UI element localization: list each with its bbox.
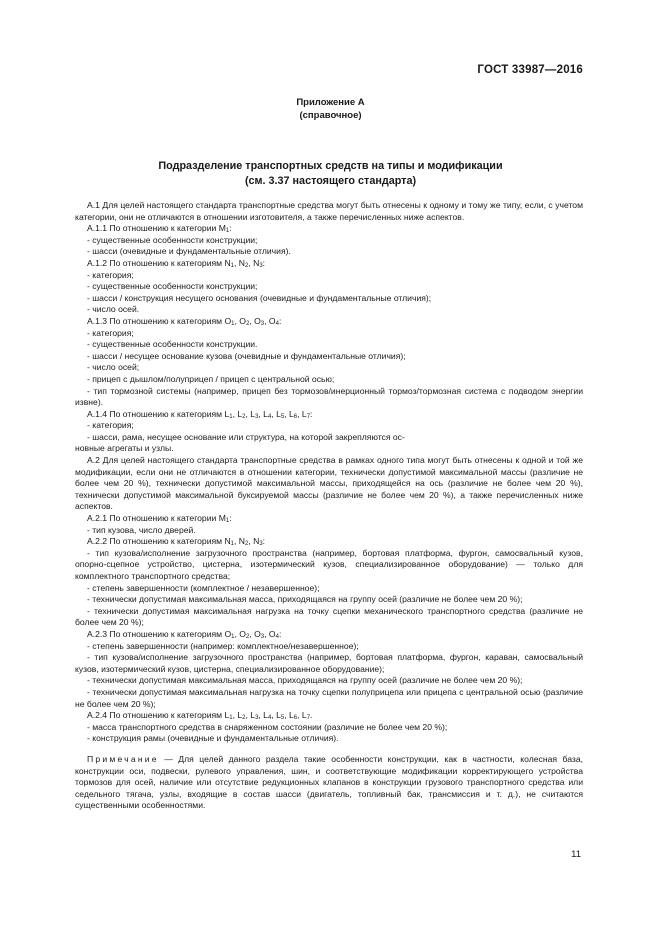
list-item: - существенные особенности конструкции; — [87, 281, 258, 292]
list-item: - прицеп с дышлом/полуприцеп / прицеп с центральной осью; — [87, 373, 335, 384]
list-item: - существенные особенности конструкции. — [87, 339, 258, 350]
list-item: - конструкция рамы (очевидные и фундаментальные отличия). — [87, 733, 339, 744]
heading-a22: А.2.2 По отношению к категориям $N_1$, $N_2$, $N_3$: — [87, 536, 266, 548]
heading-a13: А.1.3 По отношению к категориям $O_1$, $O_2$, $O_3$, $O_4$: — [87, 315, 282, 327]
appendix-heading — [0, 96, 661, 122]
list-item: - технически допустимая максимальная нагрузка на точку сцепки механического транспортного средства (различие не более чем 20 %); — [75, 605, 583, 628]
list-item: - категория; — [87, 420, 134, 431]
list-item: - существенные особенности конструкции; — [87, 234, 258, 245]
list-item: - степень завершенности (комплектное / незавершенное); — [87, 582, 320, 593]
list-item: - технически допустимая максимальная масса, приходящаяся на группу осей (различие не более чем 20 %); — [87, 675, 523, 686]
document-body — [75, 200, 583, 812]
list-item: - степень завершенности (например: комплектное/незавершенное); — [87, 640, 359, 651]
appendix-label: Приложение А — [296, 97, 365, 108]
heading-a23: А.2.3 По отношению к категориям $O_1$, $O_2$, $O_3$, $O_4$: — [87, 628, 282, 640]
list-item: - шасси (очевидные и фундаментальные отличия). — [87, 246, 291, 257]
section-title-line1: Подразделение транспортных средств на типы и модификации — [158, 160, 503, 172]
note — [75, 754, 583, 812]
note-text: — Для целей данного раздела такие особенности конструкции, как в частности, колесная база, конструкции оси, подвески, рулевого управления, шин, и соответствующие модификации корректирующего устройства тормозов для осей, наличие или отсутствие редукционных клапанов в конструкции грузового транспортного средства или седельного тягача, узлы, входящие в состав шасси (двигатель, топливный бак, трансмиссия и т. д.), не считаются существенными особенностями. — [75, 753, 583, 811]
list-item: - тип тормозной системы (например, прицеп без тормозов/инерционный тормоз/тормозная система с подводом энергии извне). — [75, 385, 583, 408]
heading-a24: А.2.4 По отношению к категориям $L_1$, $L_2$, $L_3$, $L_4$, $L_5$, $L_6$, $L_7$. — [87, 710, 313, 722]
standard-number: ГОСТ 33987—2016 — [477, 64, 583, 76]
note-label: Примечание — [87, 753, 159, 764]
list-item: - технически допустимая максимальная нагрузка на точку сцепки полуприцепа или прицепа с центральной осью (различие не более чем 20 %); — [75, 686, 583, 709]
page-number: 11 — [571, 849, 581, 860]
list-item: - категория; — [87, 269, 134, 280]
heading-a12: А.1.2 По отношению к категориям $N_1$, $N_2$, $N_3$: — [87, 257, 266, 269]
list-item: - тип кузова, число дверей. — [87, 524, 196, 535]
list-item: - масса транспортного средства в снаряженном состоянии (различие не более чем 20 %); — [87, 721, 448, 732]
list-item: новные агрегаты и узлы. — [75, 443, 174, 454]
list-item: - тип кузова/исполнение загрузочного пространства (например, бортовая платформа, фургон, самосвальный кузов, опорно-сцепное устройство, цистерна, изотермический кузов, специализированное оборудование) — только для комплектного транспортного средства; — [75, 547, 583, 581]
list-item: - категория; — [87, 327, 134, 338]
section-title — [0, 159, 661, 189]
appendix-type: (справочное) — [299, 110, 362, 121]
list-item: - шасси / конструкция несущего основания (очевидные и фундаментальные отличия); — [87, 292, 432, 303]
list-item: - число осей. — [87, 304, 140, 315]
paragraph-a1: А.1 Для целей настоящего стандарта транспортные средства могут быть отнесены к одному и тому же типу, если, с учетом категории, они не отличаются в отношении изготовителя, а также перечисленных ниже аспектов. — [75, 200, 583, 222]
heading-a11: А.1.1 По отношению к категории $М_1$: — [87, 223, 232, 235]
heading-a21: А.2.1 По отношению к категории $М_1$: — [87, 513, 232, 525]
paragraph-a2: А.2 Для целей настоящего стандарта транспортные средства в рамках одного типа могут быть отнесены к одной и той же модификации, если они не отличаются в отношении категории, технически допустимой максимальной массы (различие не более чем 20 %), технически допустимой максимальной массы, приходящейся на ось (различие не более чем 20 %), технически допустимой максимальной буксируемой массы (различие не более чем 20 %), а также перечисленных ниже аспектов. — [75, 455, 583, 512]
heading-a14: А.1.4 По отношению к категориям $L_1$, $L_2$, $L_3$, $L_4$, $L_5$, $L_6$, $L_7$: — [87, 408, 313, 420]
list-item: - шасси, рама, несущее основание или структура, на которой закрепляются ос- — [87, 431, 405, 442]
list-item: - шасси / несущее основание кузова (очевидные и фундаментальные отличия); — [87, 350, 406, 361]
list-item: - тип кузова/исполнение загрузочного пространства (например, бортовая платформа, фургон, караван, самосвальный кузов, изотермический кузов, цистерна, специализированное оборудование); — [75, 652, 583, 674]
list-item: - технически допустимая максимальная масса, приходящаяся на группу осей (различие не более чем 20 %); — [87, 594, 523, 605]
list-item: - число осей; — [87, 362, 140, 373]
section-title-line2: (см. 3.37 настоящего стандарта) — [244, 175, 417, 187]
